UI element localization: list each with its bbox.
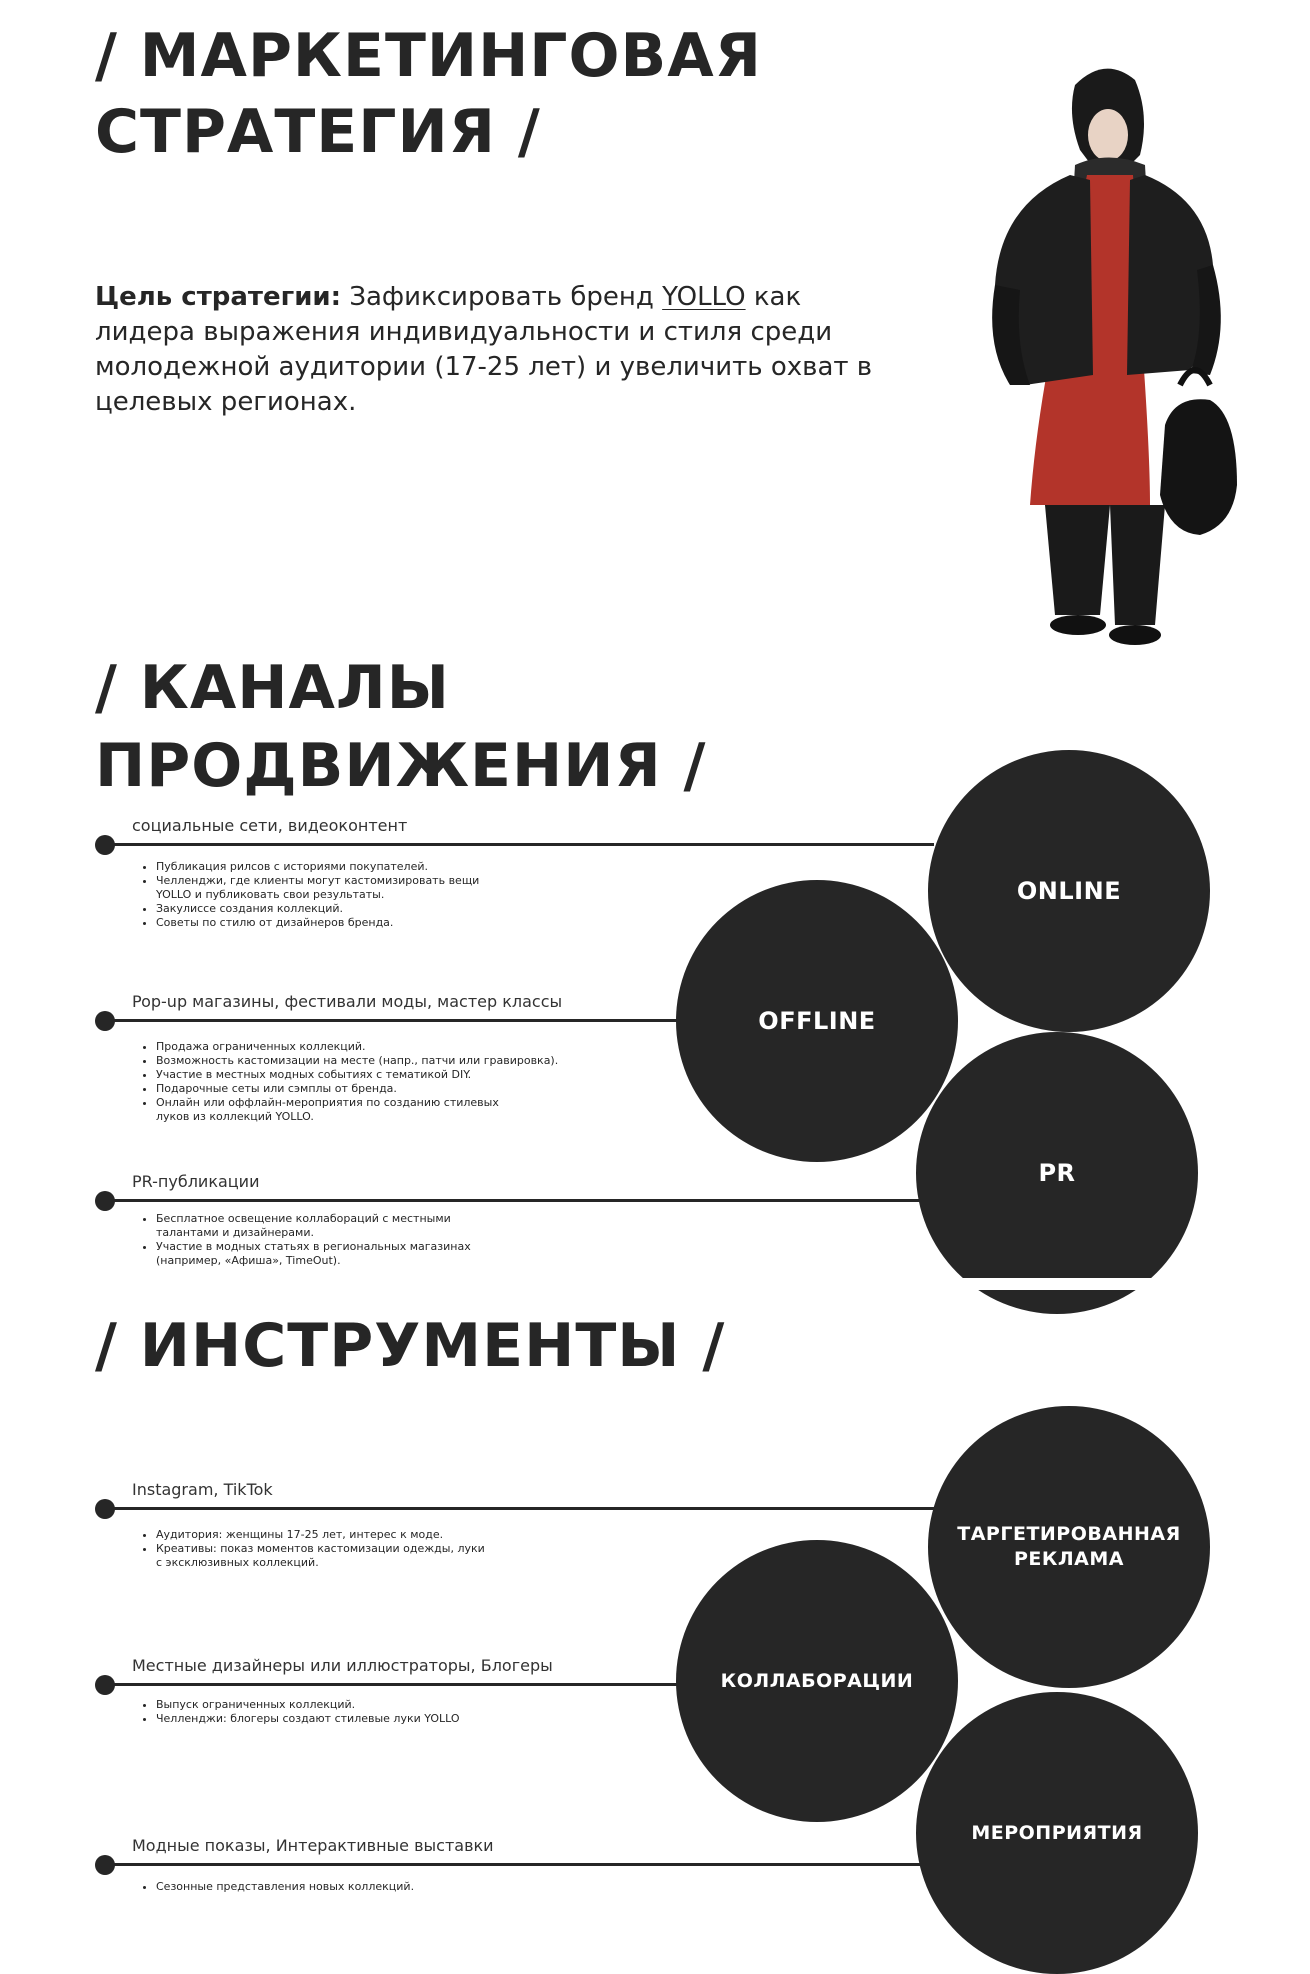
circle-offline: OFFLINE bbox=[676, 880, 958, 1162]
tools-title: / ИНСТРУМЕНТЫ / bbox=[95, 1311, 726, 1381]
timeline-line bbox=[104, 1199, 924, 1202]
circle-online: ONLINE bbox=[928, 750, 1210, 1032]
section-separator bbox=[0, 1278, 1310, 1290]
bullet-item: • Бесплатное освещение коллабораций с местными талантами и дизайнерами. bbox=[156, 1212, 496, 1240]
bullet-item: • Челленджи: блогеры создают стилевые луки YOLLO bbox=[156, 1712, 460, 1726]
channels-title-line1: / КАНАЛЫ bbox=[95, 653, 450, 723]
strategy-goal bbox=[95, 280, 885, 420]
tool-row-title: Модные показы, Интерактивные выставки bbox=[132, 1836, 494, 1855]
timeline-line bbox=[104, 1507, 934, 1510]
bullet-item: • Креативы: показ моментов кастомизации одежды, луки с эксклюзивных коллекций. bbox=[156, 1542, 486, 1570]
circle-targeted-ads: ТАРГЕТИРОВАННАЯ РЕКЛАМА bbox=[928, 1406, 1210, 1688]
bullet-item: • Участие в модных статьях в региональных магазинах (например, «Афиша», TimeOut). bbox=[156, 1240, 516, 1268]
channel-bullets bbox=[140, 1212, 516, 1268]
circle-events: МЕРОПРИЯТИЯ bbox=[916, 1692, 1198, 1974]
timeline-line bbox=[104, 1863, 924, 1866]
model-photo bbox=[975, 55, 1240, 655]
bullet-item: • Участие в местных модных событиях с тематикой DIY. bbox=[156, 1068, 558, 1082]
bullet-item: • Сезонные представления новых коллекций. bbox=[156, 1880, 414, 1894]
bullet-item: • Выпуск ограниченных коллекций. bbox=[156, 1698, 460, 1712]
tool-bullets bbox=[140, 1880, 414, 1894]
channel-bullets bbox=[140, 1040, 558, 1124]
tool-bullets bbox=[140, 1528, 486, 1570]
circle-collaborations: КОЛЛАБОРАЦИИ bbox=[676, 1540, 958, 1822]
goal-text-after: как лидера выражения индивидуальности и стиля среди молодежной аудитории (17-25 лет) и увеличить охват в целевых регионах. bbox=[95, 282, 873, 417]
bullet-item: • Публикация рилсов с историями покупателей. bbox=[156, 860, 506, 874]
goal-brand: YOLLO bbox=[662, 282, 746, 312]
bullet-item: • Аудитория: женщины 17-25 лет, интерес к моде. bbox=[156, 1528, 486, 1542]
circle-pr: PR bbox=[916, 1032, 1198, 1314]
timeline-line bbox=[104, 1683, 694, 1686]
bullet-item: • Онлайн или оффлайн-мероприятия по созданию стилевых луков из коллекций YOLLO. bbox=[156, 1096, 516, 1124]
bullet-item: • Подарочные сеты или сэмплы от бренда. bbox=[156, 1082, 558, 1096]
channel-row-title: социальные сети, видеоконтент bbox=[132, 816, 408, 835]
tool-row-title: Местные дизайнеры или иллюстраторы, Блогеры bbox=[132, 1656, 553, 1675]
bullet-item: • Продажа ограниченных коллекций. bbox=[156, 1040, 558, 1054]
bullet-item: • Закулиссе создания коллекций. bbox=[156, 902, 506, 916]
tool-bullets bbox=[140, 1698, 460, 1726]
strategy-title-line1: / МАРКЕТИНГОВАЯ bbox=[95, 21, 762, 91]
timeline-line bbox=[104, 1019, 694, 1022]
strategy-title-line2: СТРАТЕГИЯ / bbox=[95, 97, 541, 167]
tool-row-title: Instagram, TikTok bbox=[132, 1480, 273, 1499]
channel-row-title: Pop-up магазины, фестивали моды, мастер классы bbox=[132, 992, 563, 1011]
timeline-line bbox=[104, 843, 934, 846]
channel-row-title: PR-публикации bbox=[132, 1172, 260, 1191]
channel-bullets bbox=[140, 860, 506, 930]
bullet-item: • Челленджи, где клиенты могут кастомизировать вещи YOLLO и публиковать свои результаты. bbox=[156, 874, 506, 902]
bullet-item: • Возможность кастомизации на месте (напр., патчи или гравировка). bbox=[156, 1054, 558, 1068]
goal-text-before: Зафиксировать бренд bbox=[341, 282, 663, 312]
goal-label: Цель стратегии: bbox=[95, 282, 342, 312]
bullet-item: • Советы по стилю от дизайнеров бренда. bbox=[156, 916, 506, 930]
channels-title-line2: ПРОДВИЖЕНИЯ / bbox=[95, 731, 707, 801]
